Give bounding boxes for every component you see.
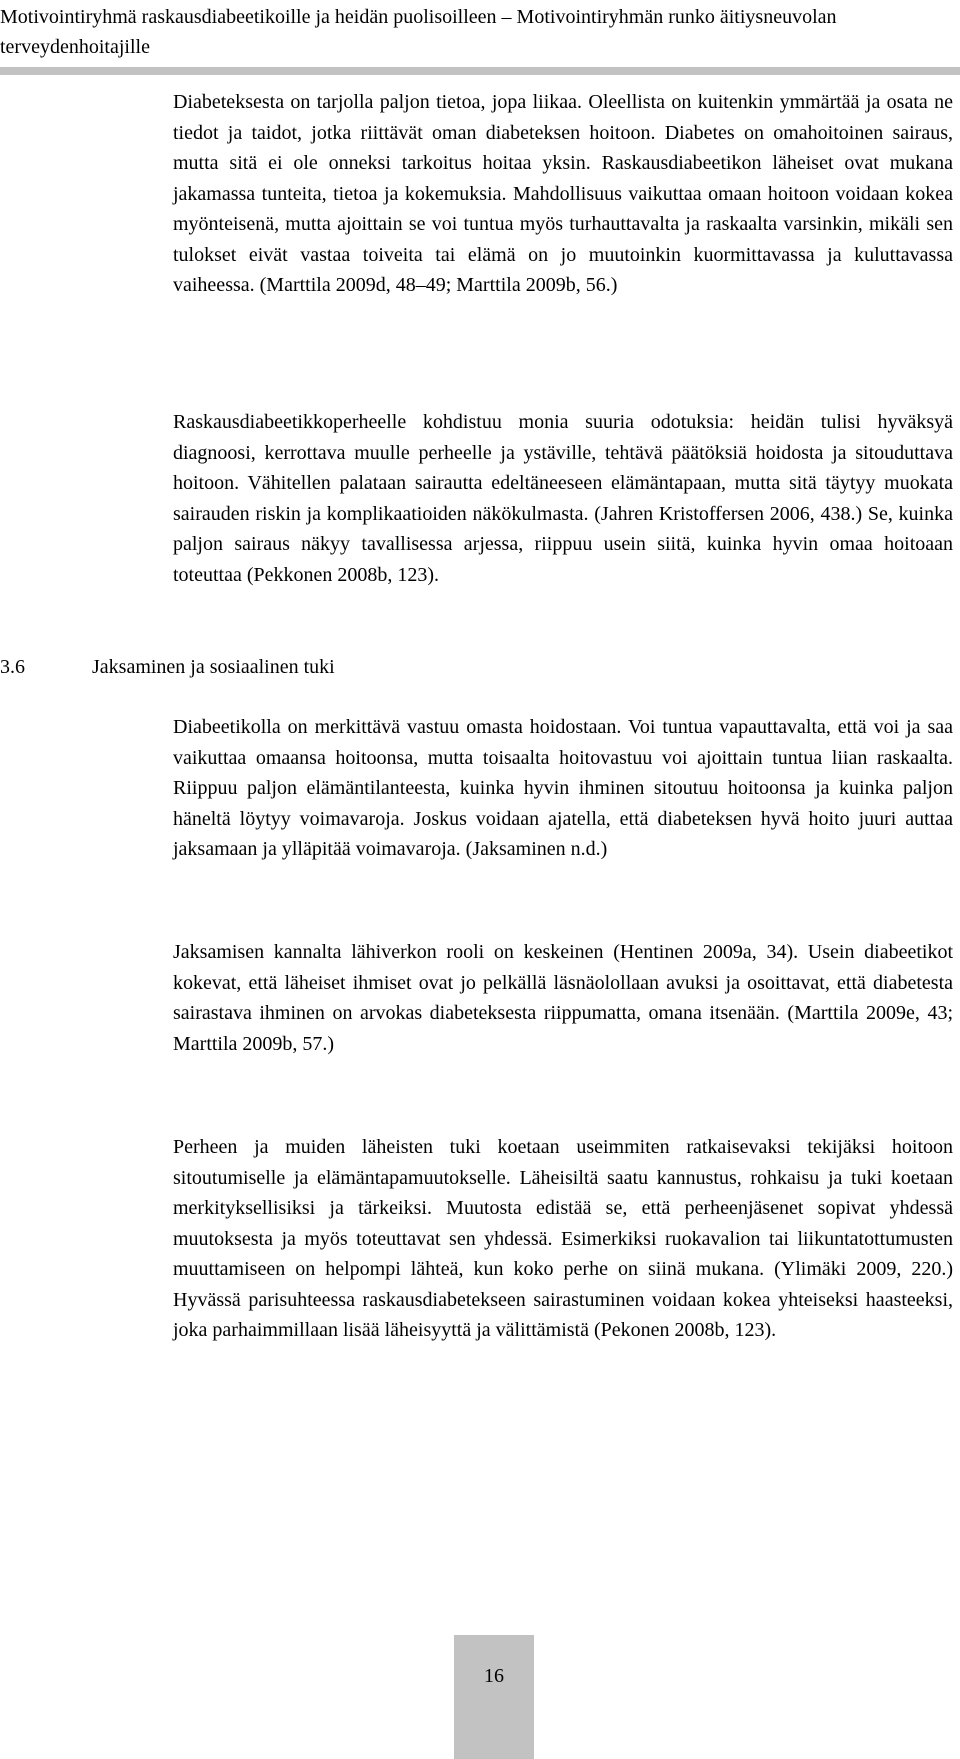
header-title: Motivointiryhmä raskausdiabeetikoille ja heidän puolisoilleen – Motivointiryhmän runko äitiysneuvolan terveydenhoitajille — [0, 6, 837, 58]
paragraph-diabetes-information: Diabeteksesta on tarjolla paljon tietoa, jopa liikaa. Oleellista on kuitenkin ymmärtää ja osata ne tiedot ja taidot, jotka riittävät oman diabeteksen hoitoon. Diabetes on omahoitoinen sairaus, mutta sitä ei ole onneksi tarkoitus hoitaa yksin. Raskausdiabeetikon läheiset ovat mukana jakamassa tunteita, tietoa ja kokemuksia. Mahdollisuus vaikuttaa omaan hoitoon voidaan kokea myönteisenä, mutta ajoittain se voi tuntua myös turhauttavalta ja raskaalta varsinkin, mikäli sen tulokset eivät vastaa toiveita tai elämä on jo muutoinkin kuormittavassa ja kuluttavassa vaiheessa. (Marttila 2009d, 48–49; Marttila 2009b, 56.) — [173, 91, 953, 296]
section-heading — [0, 652, 335, 682]
paragraph-support-network: Jaksamisen kannalta lähiverkon rooli on keskeinen (Hentinen 2009a, 34). Usein diabeetikot kokevat, että läheiset ihmiset ovat jo pelkällä läsnäolollaan avuksi ja osoittavat, että diabetesta sairastava ihminen on arvokas diabeteksesta riippumatta, omana itsenään. (Marttila 2009e, 43; Marttila 2009b, 57.) — [173, 941, 953, 1055]
section-number: 3.6 — [0, 656, 25, 678]
paragraph-family-support: Perheen ja muiden läheisten tuki koetaan useimmiten ratkaisevaksi tekijäksi hoitoon sitoutumiselle ja elämäntapamuutokselle. Läheisiltä saatu kannustus, rohkaisu ja tuki koetaan merkityksellisiksi ja tärkeiksi. Muutosta edistää se, että perheenjäsenet sopivat yhdessä muutoksesta ja myös toteuttavat sen yhdessä. Esimerkiksi ruokavalion tai liikuntatottumusten muuttamiseen on helpompi lähteä, kun koko perhe on siinä mukana. (Ylimäki 2009, 220.) Hyvässä parisuhteessa raskausdiabetekseen sairastuminen voidaan kokea yhteiseksi haasteeksi, joka parhaimmillaan lisää läheisyyttä ja välittämistä (Pekonen 2008b, 123). — [173, 1136, 953, 1341]
section-title: Jaksaminen ja sosiaalinen tuki — [92, 656, 335, 678]
page-number: 16 — [484, 1665, 504, 1687]
header-rule — [0, 67, 960, 75]
paragraph-responsibility: Diabeetikolla on merkittävä vastuu omasta hoidostaan. Voi tuntua vapauttavalta, että voi ja saa vaikuttaa omaansa hoitoonsa, mutta toisaalta hoitovastuu voi ajoittain tuntua liian raskaalta. Riippuu paljon elämäntilanteesta, kuinka hyvin ihminen sitoutuu hoitoonsa ja kuinka paljon häneltä löytyy voimavaroja. Joskus voidaan ajatella, että diabeteksen hyvä hoito juuri auttaa jaksamaan ja ylläpitää voimavaroja. (Jaksaminen n.d.) — [173, 716, 953, 860]
paragraph-family-expectations: Raskausdiabeetikkoperheelle kohdistuu monia suuria odotuksia: heidän tulisi hyväksyä diagnoosi, kerrottava muulle perheelle ja ystäville, tehtävä päätöksiä hoidosta ja sitouduttava hoitoon. Vähitellen palataan sairautta edeltäneeseen elämäntapaan, mutta sitä täytyy muokata sairauden riskin ja komplikaatioiden näkökulmasta. (Jahren Kristoffersen 2006, 438.) Se, kuinka paljon sairaus näkyy tavallisessa arjessa, riippuu usein siitä, kuinka hyvin omaa hoitoaan toteuttaa (Pekkonen 2008b, 123). — [173, 411, 953, 586]
page-number-box — [454, 1635, 534, 1759]
running-header — [0, 2, 960, 62]
